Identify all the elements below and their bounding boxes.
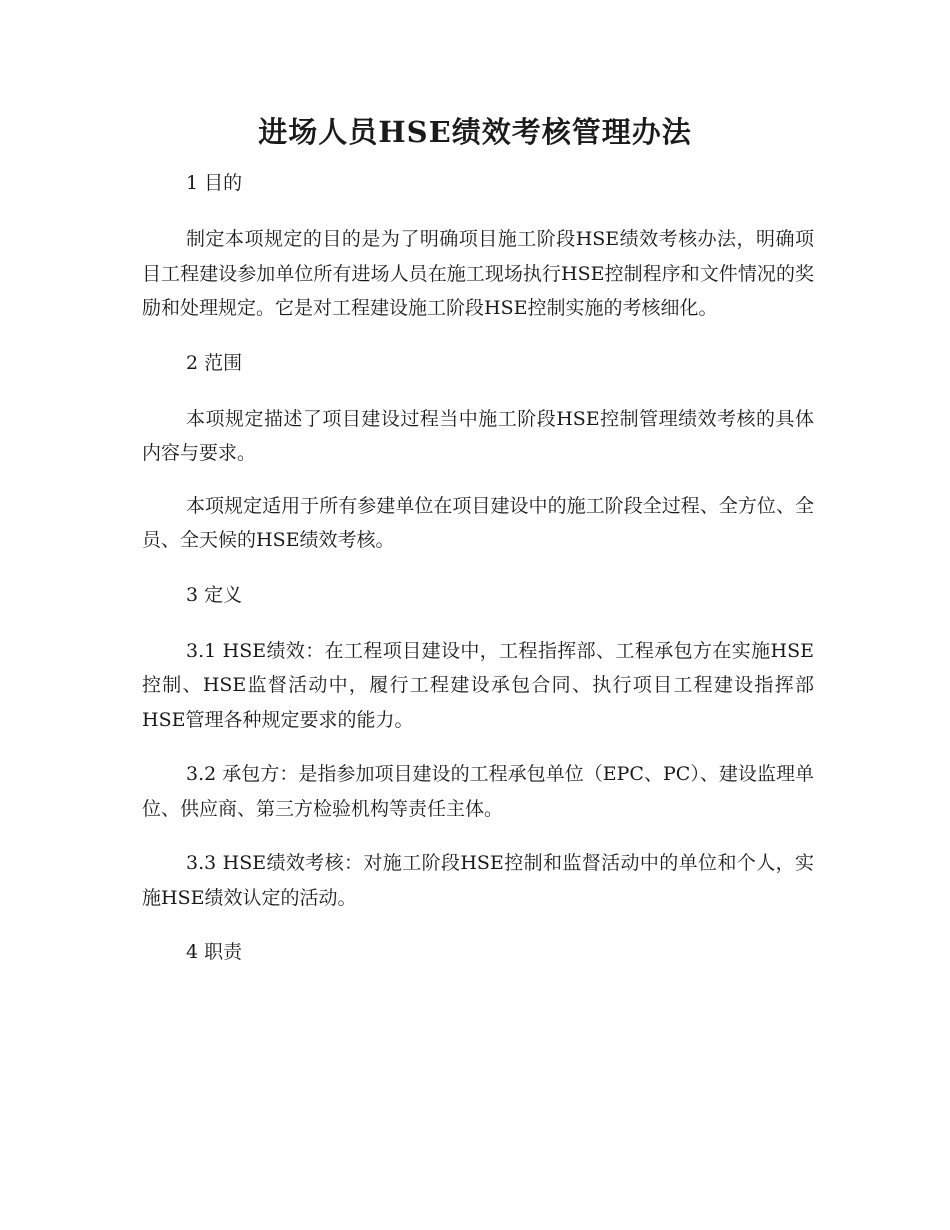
paragraph-definition-hse-performance: 3.1 HSE绩效：在工程项目建设中，工程指挥部、工程承包方在实施HSE控制、HSE监督活动中，履行工程建设承包合同、执行项目工程建设指挥部HSE管理各种规定要求的能力。 [142, 639, 814, 731]
section-heading-definitions: 3 定义 [186, 583, 243, 606]
paragraph-definition-hse-assessment: 3.3 HSE绩效考核：对施工阶段HSE控制和监督活动中的单位和个人，实施HSE绩效认定的活动。 [142, 852, 814, 909]
section-heading-scope: 2 范围 [186, 351, 243, 374]
paragraph-purpose: 制定本项规定的目的是为了明确项目施工阶段HSE绩效考核办法，明确项目工程建设参加单位所有进场人员在施工现场执行HSE控制程序和文件情况的奖励和处理规定。它是对工程建设施工阶段HSE控制实施的考核细化。 [142, 228, 814, 319]
section-heading-responsibilities: 4 职责 [186, 941, 243, 963]
paragraph-scope-applicability: 本项规定适用于所有参建单位在项目建设中的施工阶段全过程、全方位、全员、全天候的HSE绩效考核。 [142, 494, 814, 551]
paragraph-definition-contractor: 3.2 承包方：是指参加项目建设的工程承包单位（EPC、PC）、建设监理单位、供应商、第三方检验机构等责任主体。 [142, 763, 814, 820]
document-title: 进场人员HSE绩效考核管理办法 [258, 115, 692, 149]
document-body [142, 166, 814, 991]
paragraph-scope-description: 本项规定描述了项目建设过程当中施工阶段HSE控制管理绩效考核的具体内容与要求。 [142, 407, 814, 464]
section-heading-purpose: 1 目的 [186, 172, 243, 194]
